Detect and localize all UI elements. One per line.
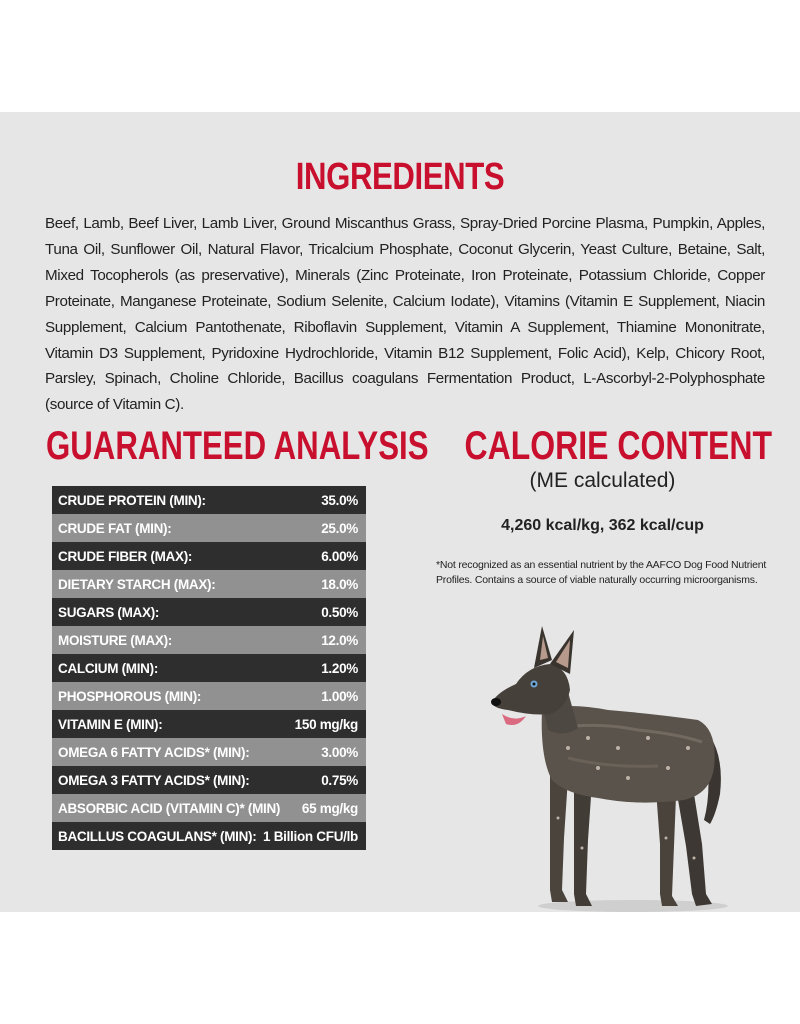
table-row (52, 542, 366, 570)
nutrient-label: CRUDE PROTEIN (MIN): (58, 492, 206, 508)
nutrient-label: BACILLUS COAGULANS* (MIN): (58, 828, 257, 844)
nutrient-value: 1 Billion CFU/lb (263, 828, 358, 844)
table-row (52, 682, 366, 710)
nutrient-value: 12.0% (321, 632, 358, 648)
nutrient-value: 150 mg/kg (294, 716, 358, 732)
nutrient-value: 3.00% (321, 744, 358, 760)
table-row (52, 626, 366, 654)
calorie-content-value: 4,260 kcal/kg, 362 kcal/cup (501, 517, 704, 534)
nutrient-value: 18.0% (321, 576, 358, 592)
table-row (52, 654, 366, 682)
nutrient-label: CRUDE FIBER (MAX): (58, 548, 193, 564)
table-row (52, 486, 366, 514)
ingredients-title: INGREDIENTS (295, 156, 505, 198)
nutrient-value: 1.20% (321, 660, 358, 676)
table-row (52, 766, 366, 794)
table-row (52, 822, 366, 850)
nutrient-value: 25.0% (321, 520, 358, 536)
table-row (52, 598, 366, 626)
table-row (52, 794, 366, 822)
nutrient-label: PHOSPHOROUS (MIN): (58, 688, 202, 704)
nutrient-value: 35.0% (321, 492, 358, 508)
nutrient-value: 6.00% (321, 548, 358, 564)
nutrient-label: CALCIUM (MIN): (58, 660, 159, 676)
nutrient-value: 1.00% (321, 688, 358, 704)
footnote: *Not recognized as an essential nutrient by the AAFCO Dog Food Nutrient Profiles. Contains a source of viable naturally occurring microorganisms. (436, 559, 767, 586)
nutrient-label: OMEGA 6 FATTY ACIDS* (MIN): (58, 744, 250, 760)
nutrient-label: MOISTURE (MAX): (58, 632, 172, 648)
calorie-content-subtitle: (ME calculated) (529, 469, 676, 492)
nutrient-label: SUGARS (MAX): (58, 604, 160, 620)
dog-image (488, 618, 738, 914)
table-row (52, 738, 366, 766)
nutrient-label: ABSORBIC ACID (VITAMIN C)* (MIN) (58, 800, 281, 816)
nutrient-label: DIETARY STARCH (MAX): (58, 576, 216, 592)
nutrient-value: 0.75% (321, 772, 358, 788)
nutrient-label: CRUDE FAT (MIN): (58, 520, 172, 536)
ingredients-text: Beef, Lamb, Beef Liver, Lamb Liver, Ground Miscanthus Grass, Spray-Dried Porcine Plasma, Pumpkin, Apples, Tuna Oil, Sunflower Oil, Natural Flavor, Tricalcium Phosphate, Coconut Glycerin, Yeast Culture, Betaine, Salt, Mixed Tocopherols (as preservative), Minerals (Zinc Proteinate, Iron Proteinate, Potassium Chloride, Copper Proteinate, Manganese Proteinate, Sodium Selenite, Calcium Iodate), Vitamins (Vitamin E Supplement, Niacin Supplement, Calcium Pantothenate, Riboflavin Supplement, Vitamin A Supplement, Thiamine Mononitrate, Vitamin D3 Supplement, Pyridoxine Hydrochloride, Vitamin B12 Supplement, Folic Acid), Kelp, Chicory Root, Parsley, Spinach, Choline Chloride, Bacillus coagulans Fermentation Product, L-Ascorbyl-2-Polyphosphate (source of Vitamin C). (45, 215, 765, 414)
guaranteed-analysis-table (52, 486, 366, 850)
table-row (52, 570, 366, 598)
nutrient-value: 65 mg/kg (301, 800, 358, 816)
nutrient-value: 0.50% (321, 604, 358, 620)
guaranteed-analysis-title: GUARANTEED ANALYSIS (46, 424, 429, 468)
nutrient-label: OMEGA 3 FATTY ACIDS* (MIN): (58, 772, 250, 788)
calorie-content-title: CALORIE CONTENT (464, 424, 773, 468)
table-row (52, 710, 366, 738)
table-row (52, 514, 366, 542)
nutrient-label: VITAMIN E (MIN): (58, 716, 163, 732)
